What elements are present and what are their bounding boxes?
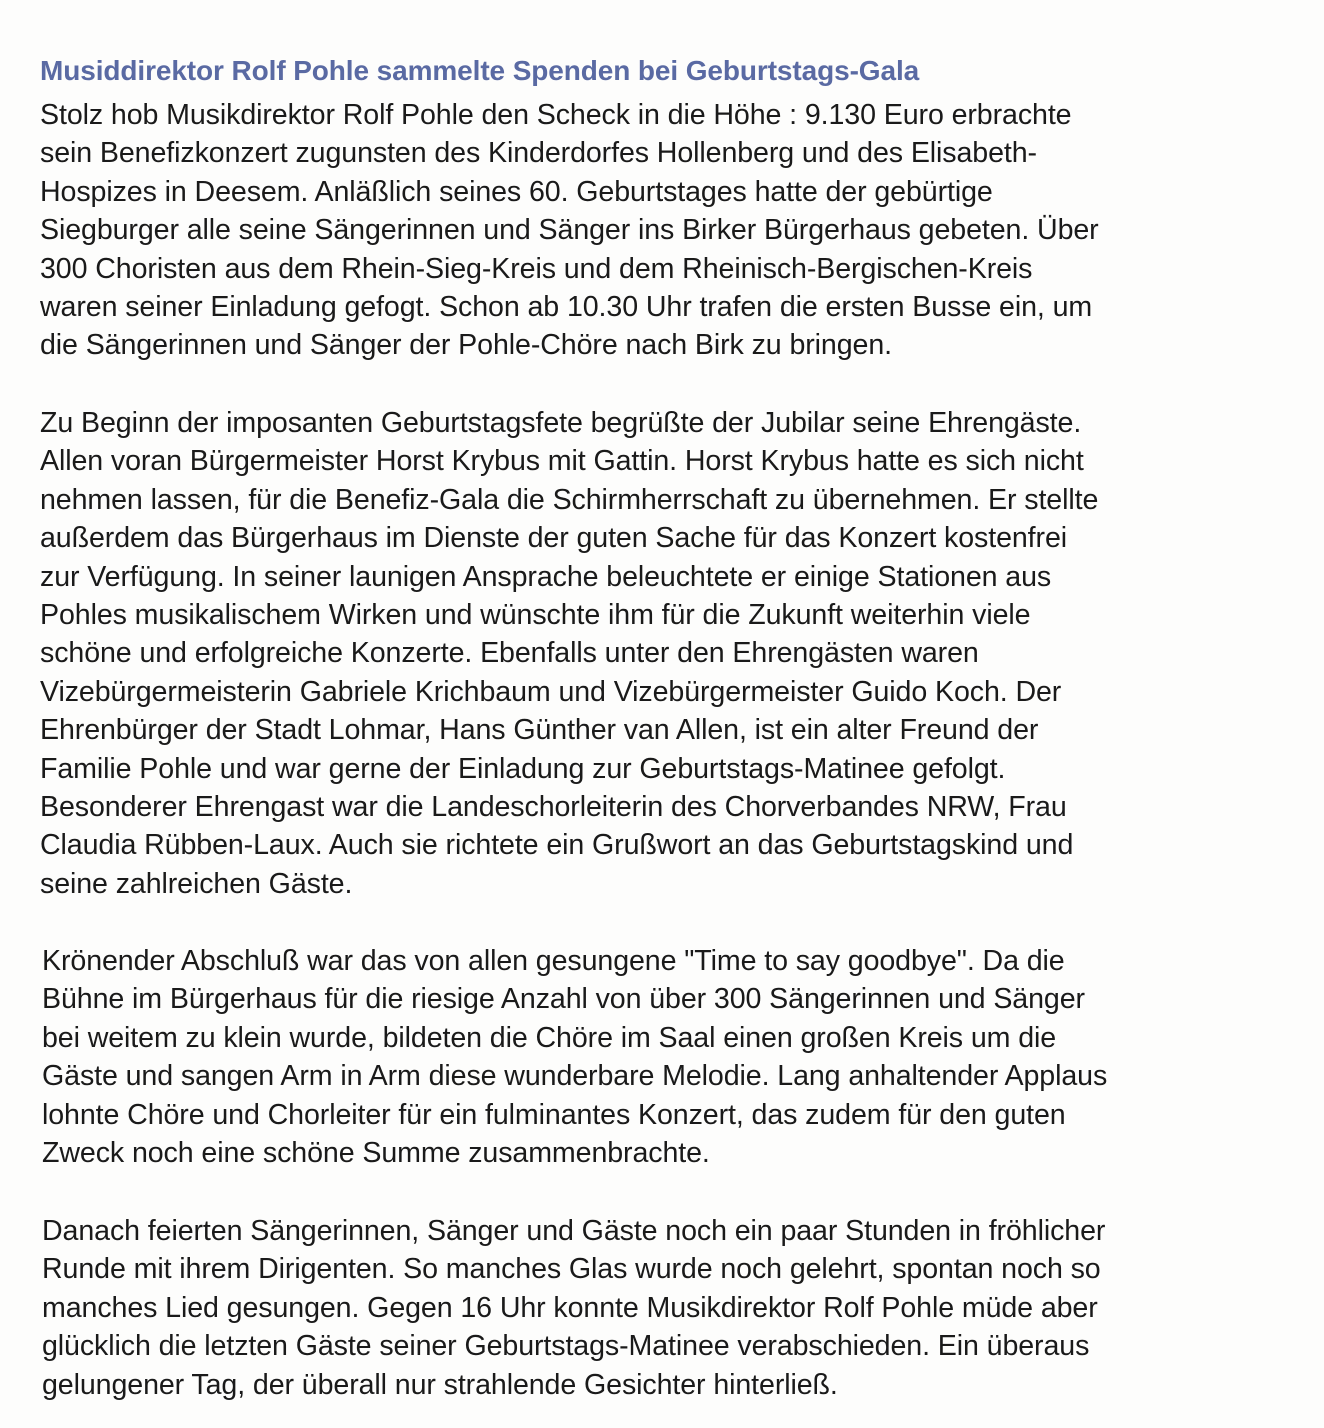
paragraph-line: bei weitem zu klein wurde, bildeten die Chöre im Saal einen großen Kreis um die <box>42 1021 1057 1054</box>
paragraph-2 <box>40 404 1098 903</box>
paragraph-line: manches Lied gesungen. Gegen 16 Uhr konnte Musikdirektor Rolf Pohle müde aber <box>42 1291 1098 1324</box>
paragraph-line: Pohles musikalischem Wirken und wünschte ihm für die Zukunft weiterhin viele <box>40 599 1031 632</box>
paragraph-line: Siegburger alle seine Sängerinnen und Sänger ins Birker Bürgerhaus gebeten. Über <box>40 214 1099 247</box>
paragraph-line: Gäste und sangen Arm in Arm diese wunderbare Melodie. Lang anhaltender Applaus <box>42 1060 1108 1093</box>
article-title: Musiddirektor Rolf Pohle sammelte Spenden bei Geburtstags-Gala <box>40 55 920 86</box>
paragraph-line: gelungener Tag, der überall nur strahlende Gesichter hinterließ. <box>42 1368 838 1401</box>
paragraph-line: Claudia Rübben-Laux. Auch sie richtete ein Grußwort an das Geburtstagskind und <box>40 829 1074 862</box>
paragraph-line: seine zahlreichen Gäste. <box>40 867 353 900</box>
paragraph-line: Bühne im Bürgerhaus für die riesige Anzahl von über 300 Sängerinnen und Sänger <box>42 983 1085 1016</box>
paragraph-line: 300 Choristen aus dem Rhein-Sieg-Kreis und dem Rheinisch-Bergischen-Kreis <box>40 252 1033 285</box>
paragraph-line: nehmen lassen, für die Benefiz-Gala die Schirmherrschaft zu übernehmen. Er stellte <box>40 483 1099 516</box>
paragraph-line: Zu Beginn der imposanten Geburtstagsfete begrüßte der Jubilar seine Ehrengäste. <box>40 407 1082 439</box>
paragraph-line: Danach feierten Sängerinnen, Sänger und Gäste noch ein paar Stunden in fröhlicher <box>42 1215 1106 1247</box>
paragraph-line: Allen voran Bürgermeister Horst Krybus mit Gattin. Horst Krybus hatte es sich nicht <box>40 445 1084 478</box>
paragraph-line: waren seiner Einladung gefogt. Schon ab 10.30 Uhr trafen die ersten Busse ein, um <box>40 291 1093 324</box>
paragraph-3 <box>42 942 1107 1172</box>
paragraph-line: die Sängerinnen und Sänger der Pohle-Chöre nach Birk zu bringen. <box>40 329 892 362</box>
paragraph-line: Krönender Abschluß war das von allen gesungene "Time to say goodbye". Da die <box>42 945 1065 977</box>
paragraph-line: Stolz hob Musikdirektor Rolf Pohle den Scheck in die Höhe : 9.130 Euro erbrachte <box>40 99 1072 131</box>
paragraph-line: Zweck noch eine schöne Summe zusammenbrachte. <box>42 1137 710 1170</box>
paragraph-line: außerdem das Bürgerhaus im Dienste der guten Sache für das Konzert kostenfrei <box>40 522 1067 555</box>
paragraph-line: sein Benefizkonzert zugunsten des Kinderdorfes Hollenberg und des Elisabeth- <box>40 137 1037 170</box>
paragraph-line: glücklich die letzten Gäste seiner Geburtstags-Matinee verabschieden. Ein überaus <box>42 1330 1090 1363</box>
paragraph-line: Runde mit ihrem Dirigenten. So manches Glas wurde noch gelehrt, spontan noch so <box>42 1253 1101 1286</box>
paragraph-line: zur Verfügung. In seiner launigen Ansprache beleuchtete er einige Stationen aus <box>40 560 1052 593</box>
paragraph-line: Besonderer Ehrengast war die Landeschorleiterin des Chorverbandes NRW, Frau <box>40 791 1067 824</box>
paragraph-4 <box>42 1212 1105 1404</box>
paragraph-line: Ehrenbürger der Stadt Lohmar, Hans Günther van Allen, ist ein alter Freund der <box>40 714 1039 747</box>
paragraph-line: Familie Pohle und war gerne der Einladung zur Geburtstags-Matinee gefolgt. <box>40 752 1006 785</box>
paragraph-line: lohnte Chöre und Chorleiter für ein fulminantes Konzert, das zudem für den guten <box>42 1098 1066 1131</box>
paragraph-line: schöne und erfolgreiche Konzerte. Ebenfalls unter den Ehrengästen waren <box>40 637 979 670</box>
paragraph-line: Vizebürgermeisterin Gabriele Krichbaum und Vizebürgermeister Guido Koch. Der <box>40 675 1062 708</box>
paragraph-line: Hospizes in Deesem. Anläßlich seines 60. Geburtstages hatte der gebürtige <box>40 175 993 208</box>
paragraph-1 <box>40 96 1099 365</box>
